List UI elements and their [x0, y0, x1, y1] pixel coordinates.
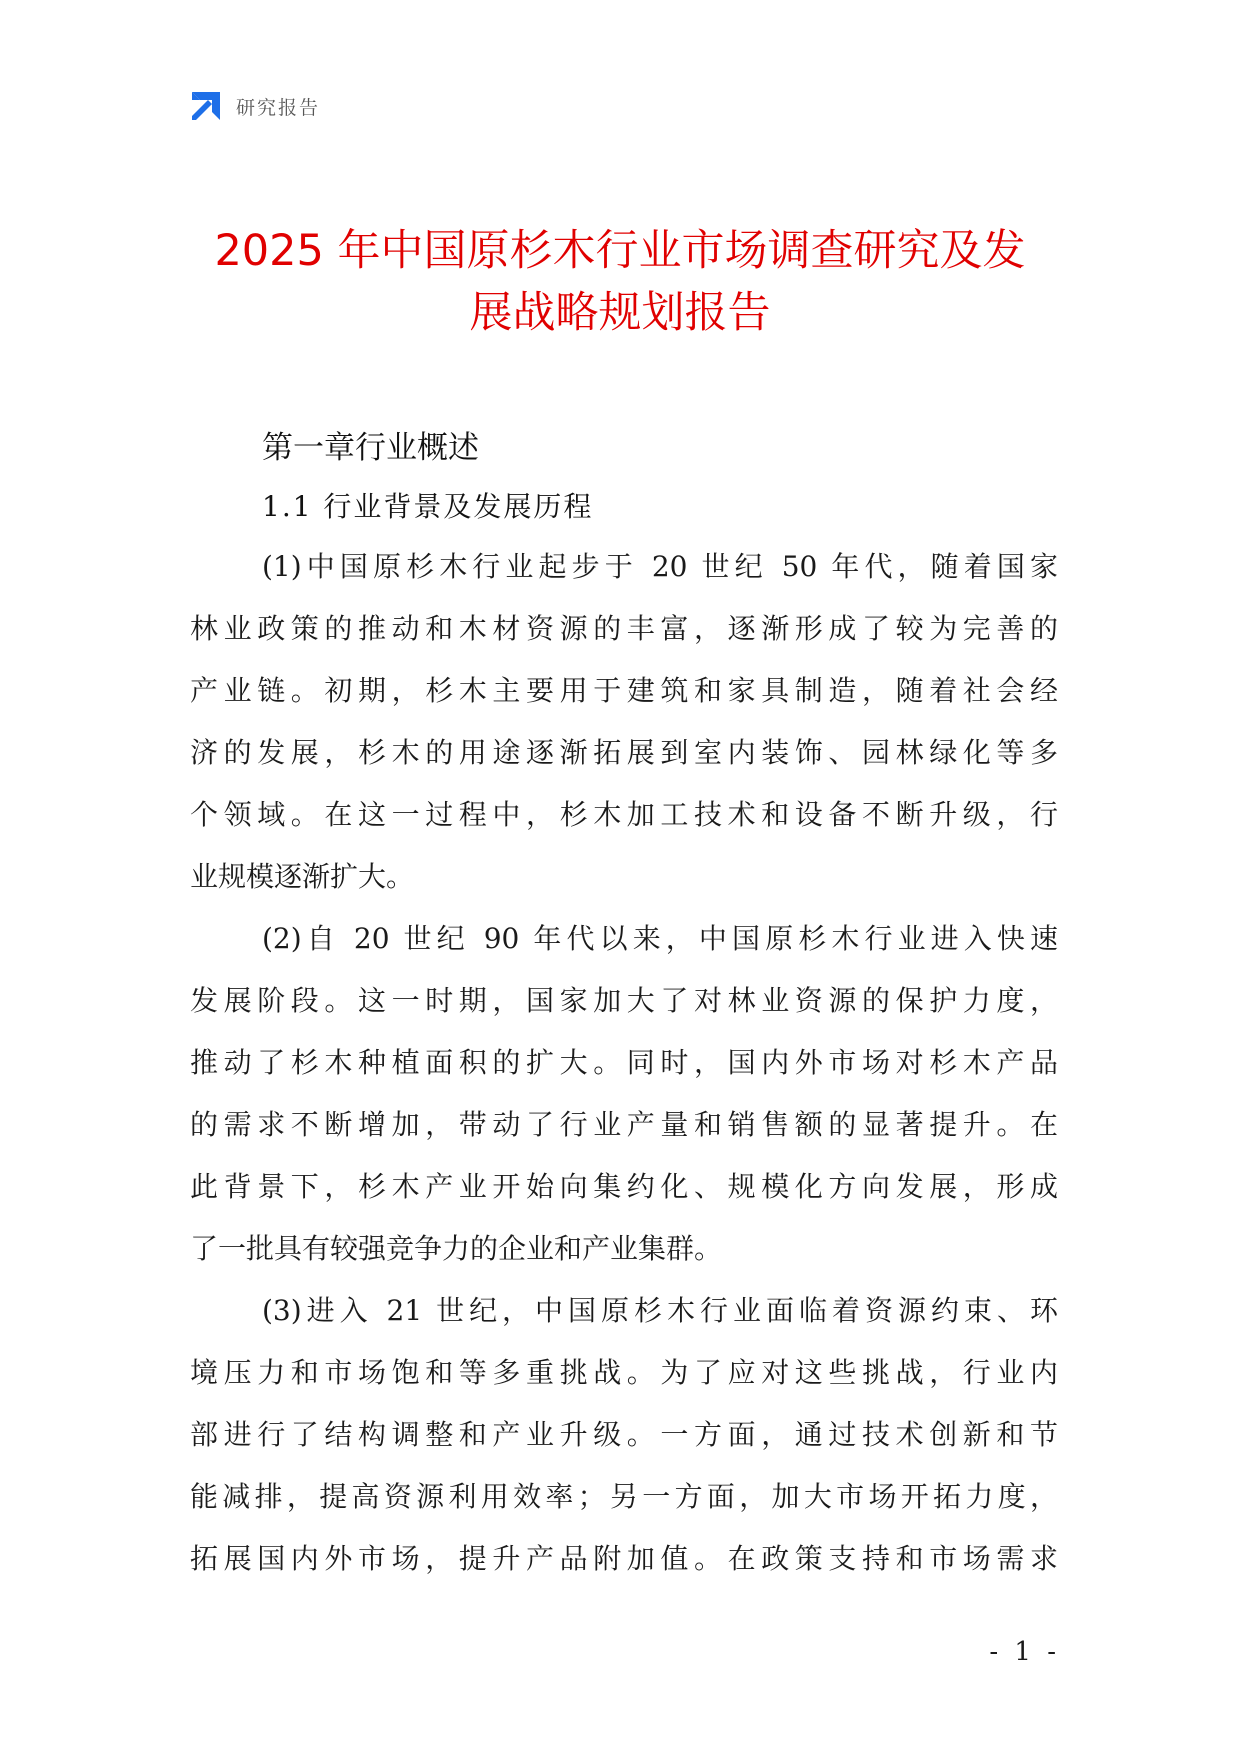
text-line: 了一批具有较强竞争力的企业和产业集群。: [190, 1232, 723, 1265]
page-header: [188, 88, 320, 124]
text-line: 此背景下，杉木产业开始向集约化、规模化方向发展，形成: [190, 1170, 1058, 1203]
text-line: 境压力和市场饱和等多重挑战。为了应对这些挑战，行业内: [190, 1356, 1058, 1389]
text-line: (3)进入 21 世纪，中国原杉木行业面临着资源约束、环: [262, 1294, 1058, 1327]
paragraph-3: [190, 1280, 1058, 1590]
text-line: 的需求不断增加，带动了行业产量和销售额的显著提升。在: [190, 1108, 1058, 1141]
text-line: 部进行了结构调整和产业升级。一方面，通过技术创新和节: [190, 1418, 1058, 1451]
document-title: [150, 220, 1090, 344]
header-label: 研究报告: [236, 96, 321, 119]
chapter-heading: 第一章行业概述: [262, 430, 479, 466]
text-line: 发展阶段。这一时期，国家加大了对林业资源的保护力度，: [190, 984, 1058, 1017]
text-line: 推动了杉木种植面积的扩大。同时，国内外市场对杉木产品: [190, 1046, 1058, 1079]
title-line: 展战略规划报告: [469, 288, 771, 338]
section-heading: 1.1 行业背景及发展历程: [262, 490, 594, 523]
text-line: (1)中国原杉木行业起步于 20 世纪 50 年代，随着国家: [262, 550, 1058, 583]
arrow-up-right-icon: [188, 88, 224, 124]
paragraph-2: [190, 908, 1058, 1280]
body-text: [190, 536, 1058, 1590]
page-number: - 1 -: [989, 1637, 1060, 1667]
text-line: (2)自 20 世纪 90 年代以来，中国原杉木行业进入快速: [262, 922, 1058, 955]
text-line: 能减排，提高资源利用效率；另一方面，加大市场开拓力度，: [190, 1480, 1058, 1513]
text-line: 拓展国内外市场，提升产品附加值。在政策支持和市场需求: [190, 1542, 1058, 1575]
title-line: 2025 年中国原杉木行业市场调查研究及发: [214, 226, 1026, 276]
text-line: 业规模逐渐扩大。: [190, 860, 415, 893]
text-line: 个领域。在这一过程中，杉木加工技术和设备不断升级，行: [190, 798, 1058, 831]
text-line: 济的发展，杉木的用途逐渐拓展到室内装饰、园林绿化等多: [190, 736, 1058, 769]
text-line: 林业政策的推动和木材资源的丰富，逐渐形成了较为完善的: [190, 612, 1058, 645]
text-line: 产业链。初期，杉木主要用于建筑和家具制造，随着社会经: [190, 674, 1058, 707]
paragraph-1: [190, 536, 1058, 908]
